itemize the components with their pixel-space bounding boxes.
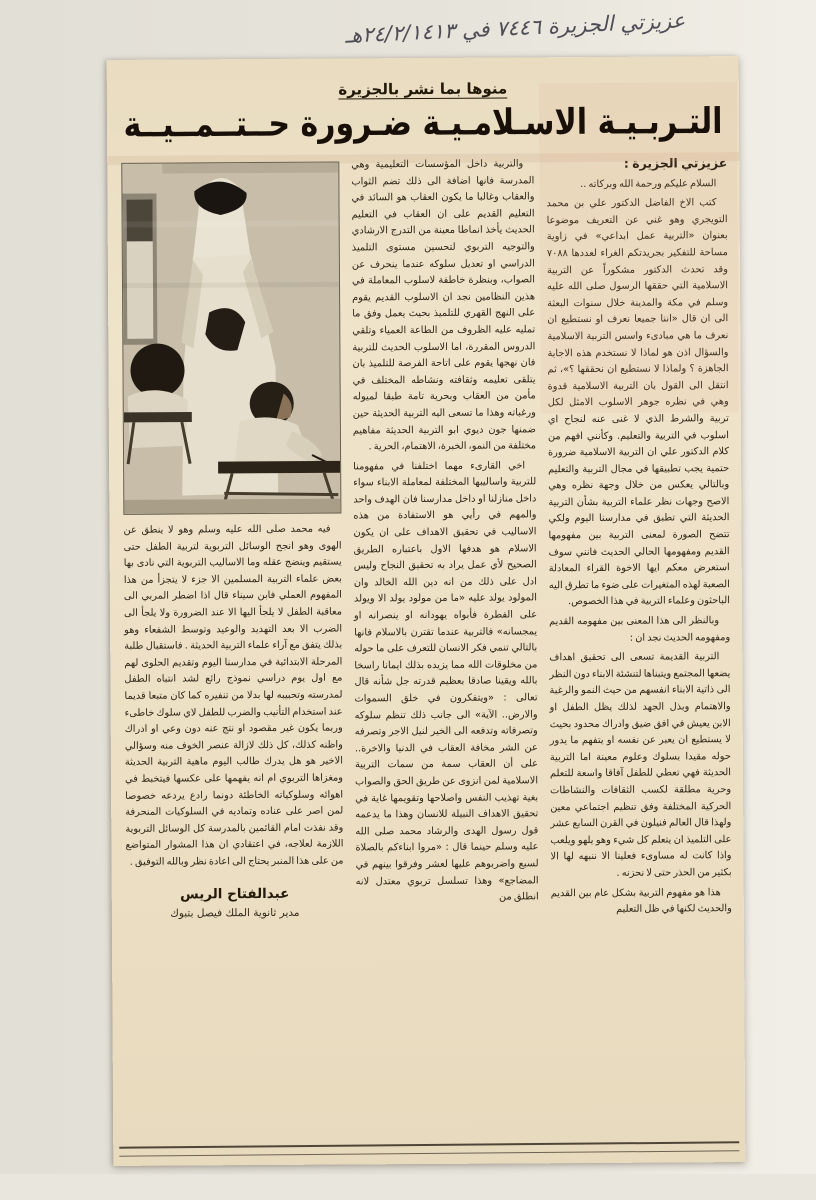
signature-title: مدير ثانوية الملك فيصل بتبوك	[170, 907, 300, 921]
paragraph: السلام عليكم ورحمة الله وبركاته ..	[580, 177, 717, 190]
paragraph: فيه محمد صلى الله عليه وسلم وهو لا ينطق عن الهوى وهو انجح الوسائل التربوية لتربية الطفل حتى يستقيم وينضج عقله وما الاساليب التربوية التي نادى بها بعض علماء التربية المسلمين الا جزء لا يتجزأ من هذا المفهوم العملي فابن سيناء قال اذا اضطر المربي الى معاقبة الطفل لا يلجأ اليها الا عند الضرورة ولا يلجأ الى الضرب الا بعد التهديد والوعيد وتوسط الشفعاء وهو بذلك يتفق مع آراء علماء التربية الحديثة . فاستقبال طلبة المرحلة الابتدائية في مدارسنا اليوم وتقديم الحلوى لهم مع اول يوم دراسي نموذج رائع لشد انتباه الطفل لمدرسته وتحبيبه لها بدلا من تنفيره كما كان متبعا قديما عند استخدام التأنيب والضرب للطفل لاي سلوك خاطىء وربما يكون غير مقصود او نتج عنه دون وعي او ادراك واظنه كذلك، كل ذلك لازالة عنصر الخوف منه وسؤالي الاخير هو هل يدرك طالب اليوم ماهية التربية الحديثة ومغزاها التربوي ام انه يفهمها على عكسها فيتخبط في اهوائه وسلوكياته الخاطئة دونما رادع يردعه خصوصا لمن اصر على عناده وتماديه في السلوكيات المنحرفة وقد نفذت امام القائمين بالمدرسة كل الوسائل التربوية اللازمة لعلاجه، في اعتقادي ان هذا المشوار المتواضع من على هذا المنبر يحتاج الى اعادة نظر وبالله التوفيق .	[123, 523, 344, 868]
handwritten-annotation: عزيزتي الجزيرة ٧٤٤٦ في ٢٤/٢/١٤١٣هـ	[344, 8, 686, 48]
paragraph: اخي القارىء مهما اختلفنا في مفهومنا للتربية واساليبها المختلفة لمعاملة الابناء سواء داخل منازلنا او داخل مدارسنا فان الهدف واحد والمهم في رأيي هو الاستفادة من هذه الاساليب في تحقيق الاهداف على ان يكون الاسلام هو هدفها الاول باعتباره الطريق الصحيح لأي عمل يراد به تحقيق النجاح وليس ادل على ذلك من انه دين الله الخالد وان المولود يولد عليه «ما من مولود يولد الا ويولد على الفطرة فأبواه يهودانه او ينصرانه او يمجسانه» فالتربية عندما تقترن بالاسلام فانها بالتالي تنمي فكر الانسان للتعرف على ما حوله من مخلوقات الله مما يزيده بذلك ايمانا راسخا بالله ويقينا صادقا بعظيم قدرته جل شأنه قال تعالى : «ويتفكرون في خلق السموات والارض.. الآية» الى جانب ذلك تنظم سلوكه وتصرفاته وتدفعه الى الخير لنيل الاجر وتصرفه عن الشر مخافة العقاب في الدنيا والاخرة.. على أن العقاب سمة من سمات التربية الاسلامية لمن انزوى عن طريق الحق والصواب بغية تهذيب النفس واصلاحها وتقويمها غاية في تحقيق الاهداف النبيلة للانسان وهذا ما يدعمه قول رسول الهدى والرشاد محمد صلى الله عليه وسلم حينما قال : «مروا ابناءكم بالصلاة لسبع واضربوهم عليها لعشر وفرقوا بينهم في المضاجع» وهذا تسلسل تربوي معتدل لانه انطلق من	[353, 460, 539, 903]
paragraph: وبالنظر الى هذا المعنى بين مفهومه القديم ومفهومه الحديث نجد ان :	[549, 615, 731, 644]
article-columns	[117, 155, 735, 1141]
bottom-rule-thin	[119, 1150, 739, 1156]
column-rule	[117, 525, 122, 1125]
column-left	[121, 158, 345, 1141]
newspaper-clipping	[107, 56, 746, 1166]
paragraph: التربية القديمة تسعى الى تحقيق اهداف يضعها المجتمع ويتبناها لتنشئة الابناء دون النظر الى ذاتية الابناء انفسهم من حيث النمو والرغبة والاهتمام وبذل الجهد لذلك يظل الطفل او الابن يعيش في افق ضيق وادراك محدود بحيث لا يستطيع ان يعبر عن نفسه او يتفهم ما يدور حوله مقيدا بسلوك وعلوم معينة اما التربية الحديثة فهي تعطي للطفل آفاقا واسعة للتعلم وحرية مطلقة لكسب الثقافات والنشاطات الحركية المختلفة وفق تنظيم اجتماعي معين ولهذا قال العالم فنيلون في القرن السابع عشر على التلميذ ان يتعلم كل شيء وهو يلهو ويلعب واذا كانت له مساوىء فعلينا الا ننبهه لها الا بكثير من الحذر حتى لا نحزنه .	[549, 651, 732, 879]
scanner-bed-edge	[0, 1174, 816, 1200]
bottom-rules	[119, 1141, 739, 1156]
signature-name: عبدالفتاح الريس	[180, 886, 290, 903]
paragraph: والتربية داخل المؤسسات التعليمية وهي المدرسة فانها اضافة الى ذلك تضم الثواب والعقاب وغالبا ما يكون العقاب هو السائد في التعليم القديم على ان العقاب في التعليم الحديث يأخذ انماطا معينة من التدرج الارشادي والتوجيه التربوي لتحسين مستوى التلميذ الدراسي او تعديل سلوكه عندما ينحرف عن الصواب، وبنظرة خاطفة لاسلوب المعاملة في هذين النظامين نجد ان الاسلوب القديم يقوم على النهج القهري للتلميذ بحيث يعمل وفق ما تمليه عليه الظروف من الطاعة العمياء وتلقي الدروس المقررة، اما الاسلوب الحديث للتربية فان نهجها يقوم على اتاحة الفرصة للتلميذ بان يتلقى تعليمه وثقافته ونشاطه المختلف في مأمن من العقاب وبحرية تامة طبقا لميوله ورغباته وهذا ما تسعى اليه التربية الحديثة حين ضمنها جون ديوي ابو التربية الحديثة مفاهيم مختلفة من النمو، الخبرة، الاهتمام، الحرية .	[351, 158, 537, 453]
column-greeting: عزيزتي الجزيرة :	[623, 155, 728, 171]
paragraph: كتب الاخ الفاضل الدكتور علي بن محمد التويجري وهو غني عن التعريف موضوعا بعنوان «التربية عمل ابداعي» في زاوية مساحة للتفكير بجريدتكم الغراء لعددها ٧٠٨٨ وقد تحدث الدكتور مشكوراً عن التربية الاسلامية التي حققها الرسول صلى الله عليه وسلم في مكة والمدينة خلال سنوات البعثة الى ان قال «اننا جميعا نعرف او نستطيع ان نعرف ما هي مبادىء واسس التربية الاسلامية والسؤال اذن هو لماذا لا نستخدم هذه الاجابة الجاهزة ؟ ولماذا لا نستطيع ان نحققها ؟»، ثم انتقل الى القول بان التربية الاسلامية قدوة وهي في نظره جوهر الاسلوب الامثل لكل تربية والشرط الذي لا غنى عنه لنجاح اي اسلوب في التربية والتعليم. وكأنني افهم من كلام الدكتور علي ان التربية الاسلامية ضرورة حتمية يجب تطبيقها في مجال التربية والتعليم وبالتالي يعكس من خلال وجهة نظره وهي الاصح وجهات نظر علماء التربية بشأن التربية الحديثة التي تطبق في مدارسنا اليوم ولكي تتضح الصورة لمعنى التربية بين مفهومها القديم ومفهومها الحالي الحديث فانني سوف استعرض معكم ايها الاخوة القراء المعادلة الصعبة لهذه المتغيرات على ضوء ما تطرق اليه الباحثون وعلماء التربية في هذا الخصوص.	[546, 197, 730, 608]
column-right	[546, 155, 733, 1138]
signature-block	[126, 886, 344, 920]
paragraph: هذا هو مفهوم التربية بشكل عام بين القديم والحديث لكنها في ظل التعليم	[550, 886, 732, 915]
article-kicker: منوها بما نشر بالجزيرة	[338, 79, 508, 99]
article-headline: التـربـيـة الاسـلامـيـة ضـرورة حــتــمــيــة	[123, 101, 723, 146]
bottom-rule-thick	[119, 1141, 739, 1148]
column-middle	[351, 156, 540, 1139]
classroom-photo	[121, 162, 341, 515]
